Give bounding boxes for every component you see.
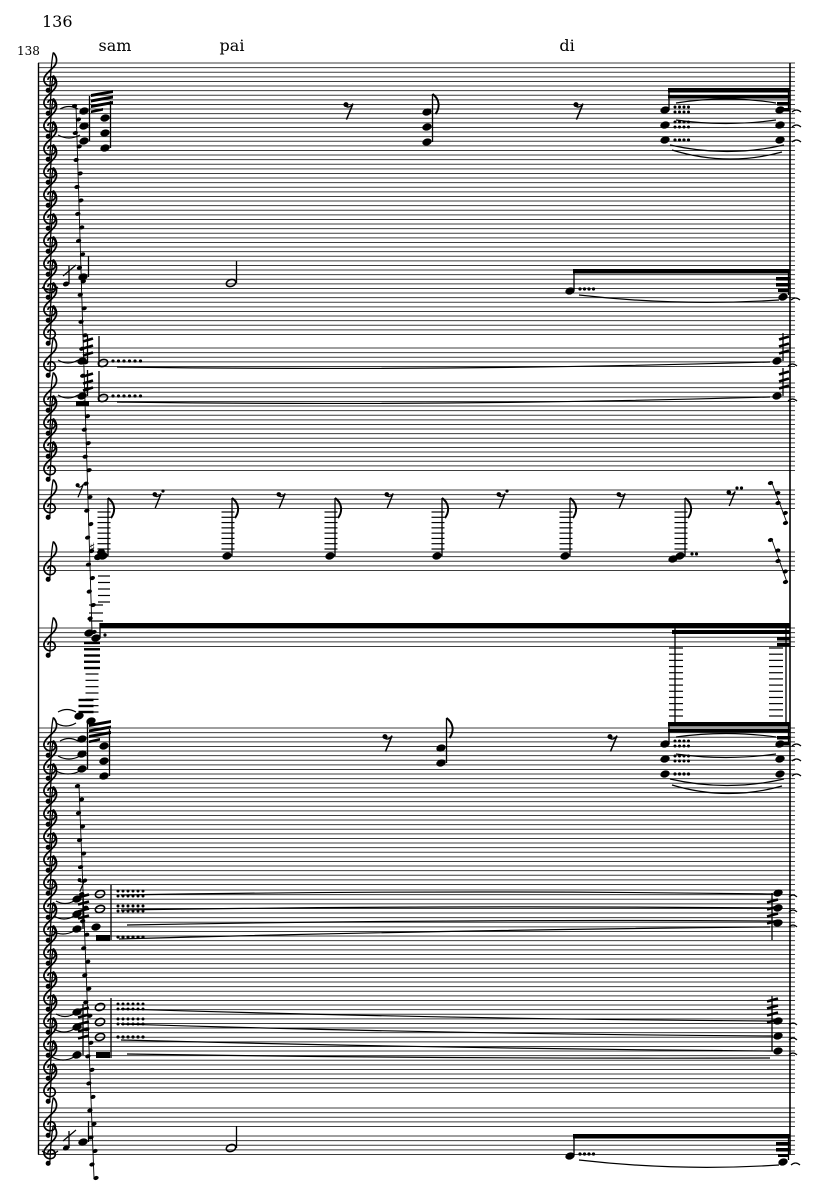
staff [38,348,795,366]
staff [38,866,795,884]
measure-number-system: 138 [17,44,40,58]
staff [38,774,795,792]
eighth-rest [277,492,286,508]
eighth-rest [607,734,617,751]
staff [38,383,795,401]
ledger-lines [98,576,110,602]
lyric-syllable: pai [219,36,245,55]
staff [38,1051,795,1069]
staff [38,936,795,954]
ledger-lines [79,700,94,712]
staff [38,982,795,1000]
eighth-rest [153,492,162,508]
eighth-rest [497,492,506,508]
staff [38,155,795,173]
notation-elements [39,63,802,1181]
staff [38,316,795,334]
staff [38,452,795,470]
staff [38,224,795,242]
eighth-rest [385,492,394,508]
staff [38,797,795,815]
staff [38,1136,795,1154]
staff [38,959,795,977]
eighth-rest [617,492,626,508]
ledger-lines [669,648,683,716]
sharp-icon: ♯ [88,541,96,556]
staff [38,913,795,931]
staff [38,429,795,447]
tremolo-slashes [779,372,789,389]
staff [38,201,795,219]
staff [38,843,795,861]
eighth-rest [382,734,392,751]
tremolo-slashes [779,337,789,354]
lyric-syllable: sam [98,36,132,55]
staff [38,247,795,265]
staff [38,490,795,508]
staff [38,751,795,769]
lyric-syllable: di [559,36,575,55]
grace-note-run [767,480,788,525]
staves [38,63,795,1154]
ledger-lines [769,648,783,716]
eighth-rest [343,102,353,119]
staff [38,820,795,838]
staff [38,178,795,196]
staff [38,1028,795,1046]
eighth-rest [573,102,583,119]
measure-number-previous: 136 [42,12,73,31]
staff [38,63,795,81]
staff [38,109,795,127]
staff [38,1108,795,1126]
staff [38,406,795,424]
staff [38,1074,795,1092]
